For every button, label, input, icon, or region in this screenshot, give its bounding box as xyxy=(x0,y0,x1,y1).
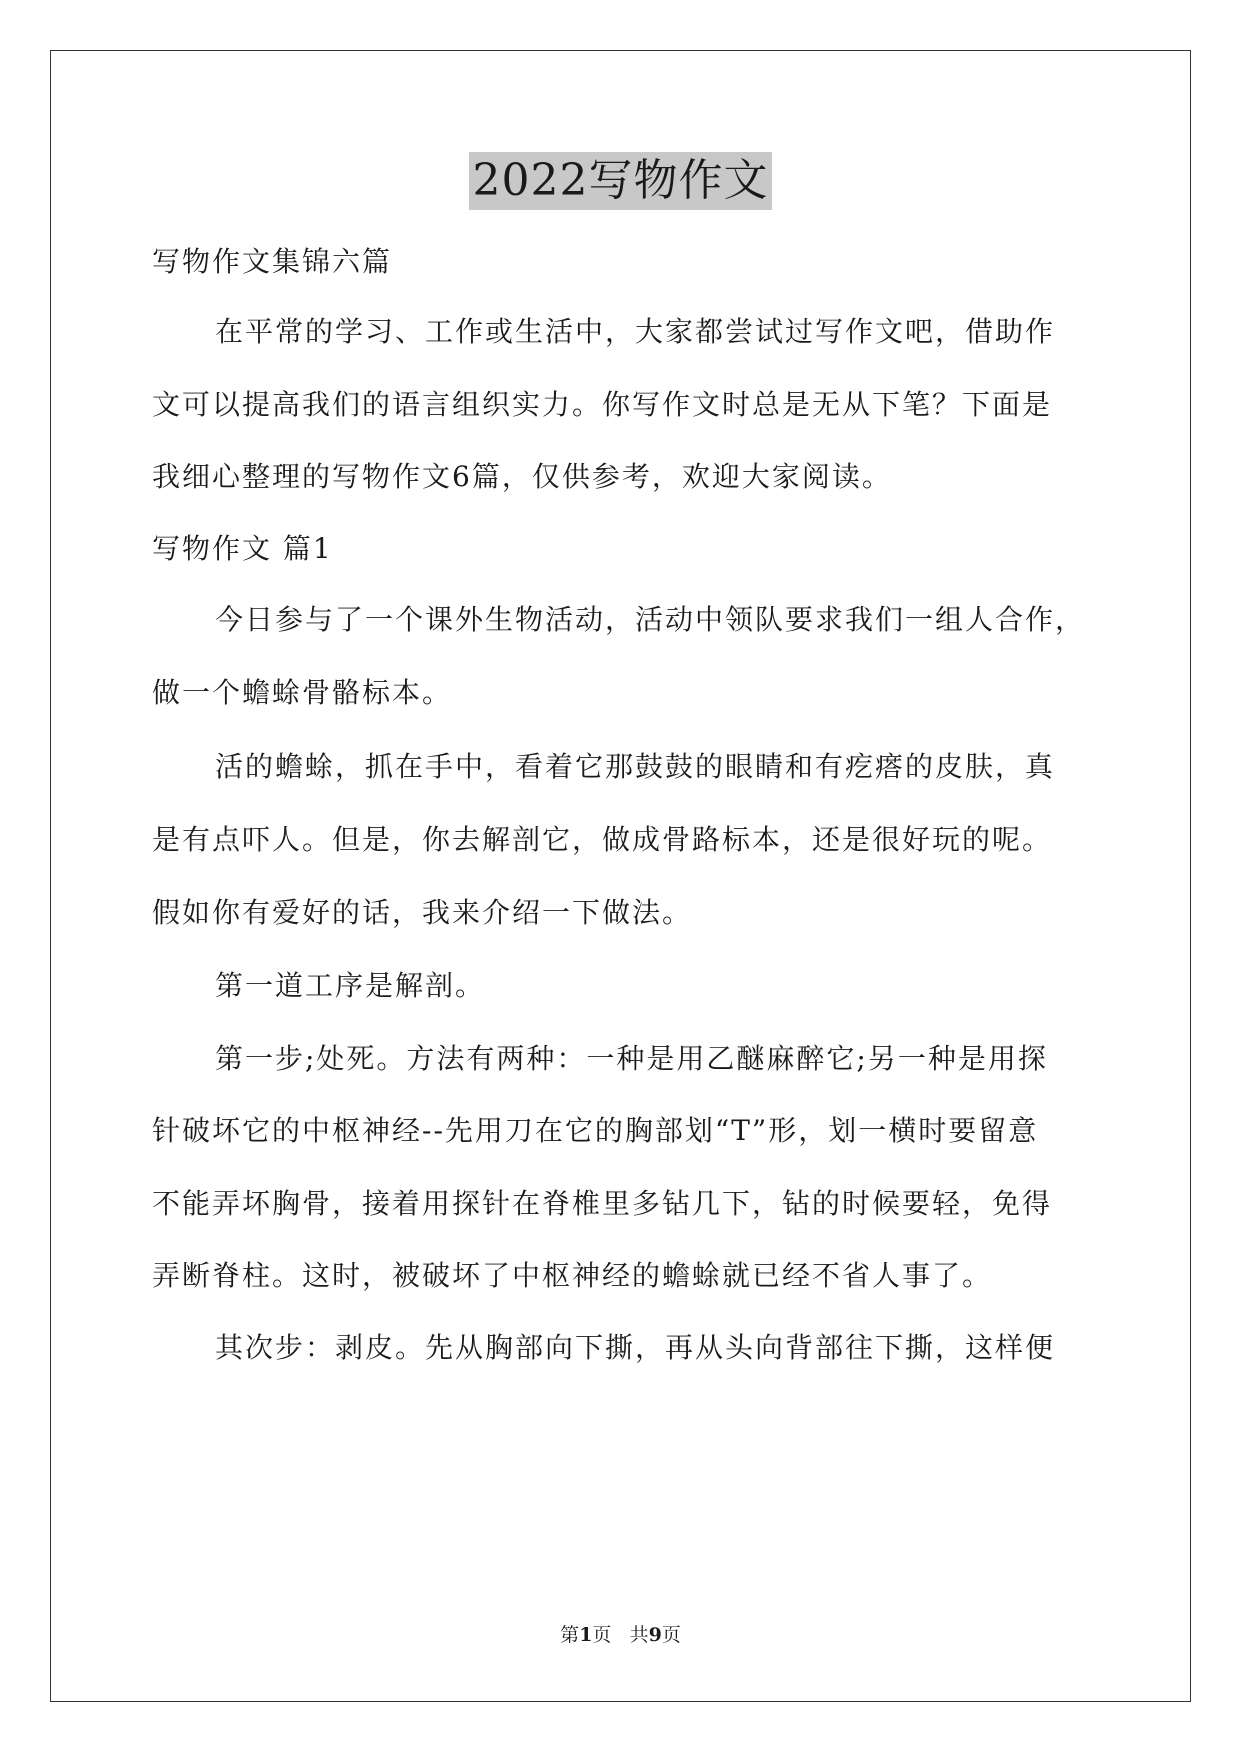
paragraph-line: 假如你有爱好的话，我来介绍一下做法。 xyxy=(152,896,693,929)
paragraph-line: 不能弄坏胸骨，接着用探针在脊椎里多钻几下，钻的时候要轻，免得 xyxy=(152,1187,1053,1220)
section-heading: 写物作文 篇1 xyxy=(152,532,333,565)
paragraph-line: 弄断脊柱。这时，被破坏了中枢神经的蟾蜍就已经不省人事了。 xyxy=(152,1259,993,1292)
footer-total-pages: 9 xyxy=(648,1624,662,1646)
paragraph-line: 做一个蟾蜍骨骼标本。 xyxy=(152,676,453,709)
paragraph-line: 今日参与了一个课外生物活动，活动中领队要求我们一组人合作， xyxy=(215,603,1086,636)
paragraph-line: 其次步：剥皮。先从胸部向下撕，再从头向背部往下撕，这样便 xyxy=(215,1331,1056,1364)
document-title: 2022写物作文 xyxy=(469,152,773,210)
page-footer xyxy=(0,1622,1241,1648)
footer-prefix: 第 xyxy=(560,1624,580,1646)
paragraph-line: 活的蟾蜍，抓在手中，看着它那鼓鼓的眼睛和有疙瘩的皮肤，真 xyxy=(215,750,1056,783)
paragraph-line: 针破坏它的中枢神经--先用刀在它的胸部划“T”形，划一横时要留意 xyxy=(152,1114,1039,1147)
subtitle: 写物作文集锦六篇 xyxy=(152,245,393,278)
paragraph-line: 第一步;处死。方法有两种：一种是用乙醚麻醉它;另一种是用探 xyxy=(215,1042,1048,1075)
paragraph-line: 第一道工序是解剖。 xyxy=(215,969,486,1002)
title-container xyxy=(0,152,1241,210)
paragraph-line: 我细心整理的写物作文6篇，仅供参考，欢迎大家阅读。 xyxy=(152,460,892,493)
paragraph-line: 文可以提高我们的语言组织实力。你写作文时总是无从下笔？下面是 xyxy=(152,388,1053,421)
footer-total-unit: 页 xyxy=(661,1624,681,1646)
paragraph-line: 是有点吓人。但是，你去解剖它，做成骨路标本，还是很好玩的呢。 xyxy=(152,823,1053,856)
paragraph-line: 在平常的学习、工作或生活中，大家都尝试过写作文吧，借助作 xyxy=(215,315,1056,348)
page-border xyxy=(50,50,1191,1702)
footer-page-number: 1 xyxy=(579,1624,593,1646)
footer-page-unit: 页 xyxy=(592,1624,612,1646)
footer-total-prefix: 共 xyxy=(629,1624,649,1646)
